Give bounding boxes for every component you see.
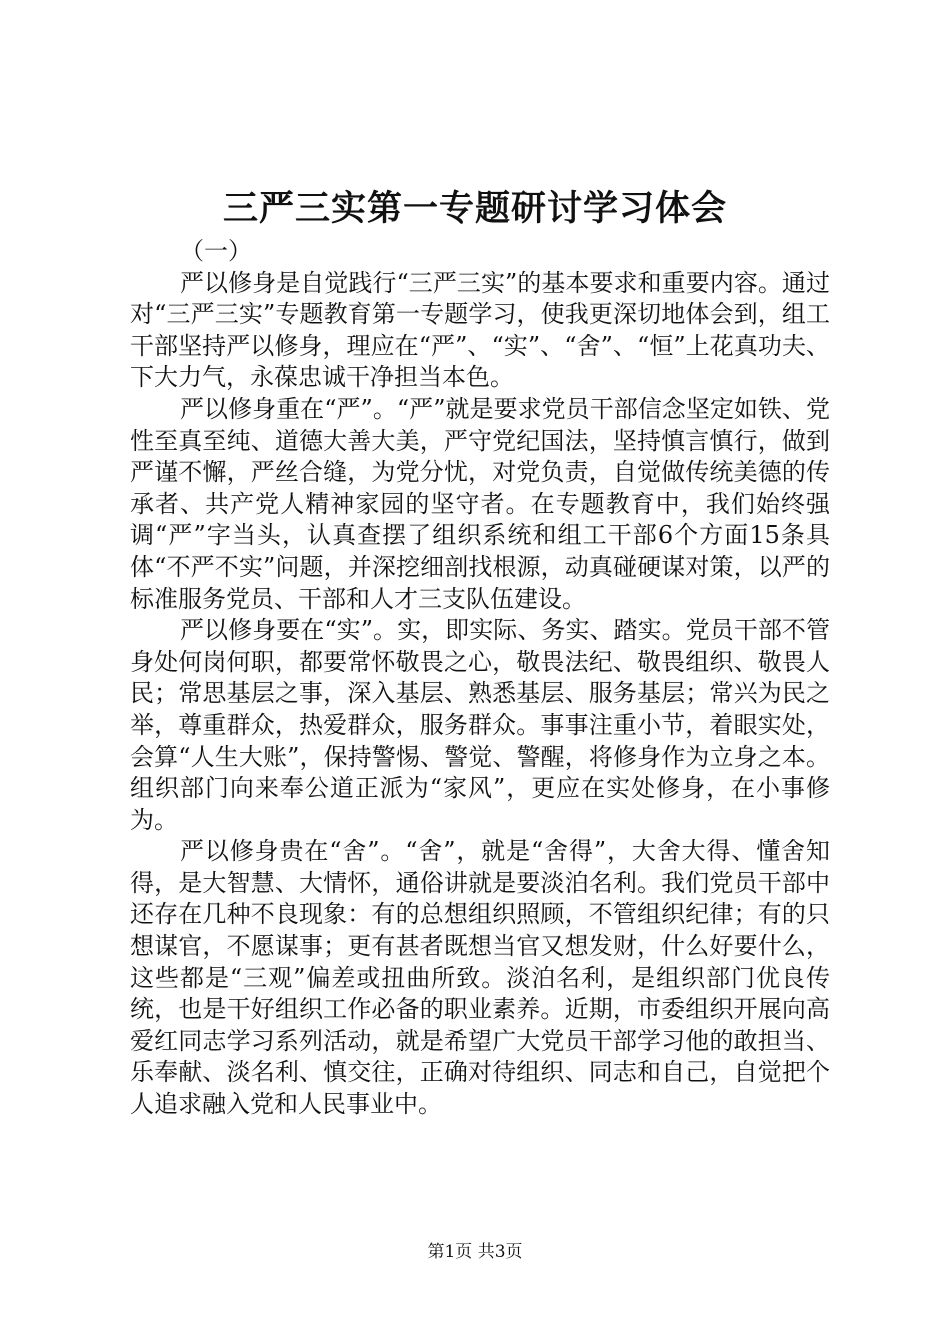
document-body <box>130 236 830 1121</box>
section-label: （一） <box>180 237 252 265</box>
paragraph-strict: 严以修身重在“严”。“严”就是要求党员干部信念坚定如铁、党性至真至纯、道德大善大美，严守党纪国法，坚持慎言慎行，做到严谨不懈，严丝合缝，为党分忧，对党负责，自觉做传统美德的传承者、共产党人精神家园的坚守者。在专题教育中，我们始终强调“严”字当头，认真查摆了组织系统和组工干部6个方面15条具体“不严不实”问题，并深挖细剖找根源，动真碰硬谋对策，以严的标准服务党员、干部和人才三支队伍建设。 <box>130 394 830 613</box>
paragraph-intro: 严以修身是自觉践行“三严三实”的基本要求和重要内容。通过对“三严三实”专题教育第一专题学习，使我更深切地体会到，组工干部坚持严以修身，理应在“严”、“实”、“舍”、“恒”上花真功夫、下大力气，永葆忠诚干净担当本色。 <box>130 268 830 392</box>
page-footer: 第1页 共3页 <box>427 1242 523 1262</box>
paragraph-practical: 严以修身要在“实”。实，即实际、务实、踏实。党员干部不管身处何岗何职，都要常怀敬畏之心，敬畏法纪、敬畏组织、敬畏人民；常思基层之事，深入基层、熟悉基层、服务基层；常兴为民之举，尊重群众，热爱群众，服务群众。事事注重小节，着眼实处，会算“人生大账”，保持警惕、警觉、警醒，将修身作为立身之本。组织部门向来奉公道正派为“家风”，更应在实处修身，在小事修为。 <box>130 616 830 834</box>
paragraph-sacrifice: 严以修身贵在“舍”。“舍”，就是“舍得”，大舍大得、懂舍知得，是大智慧、大情怀，通俗讲就是要淡泊名利。我们党员干部中还存在几种不良现象：有的总想组织照顾，不管组织纪律；有的只想谋官，不愿谋事；更有甚者既想当官又想发财，什么好要什么，这些都是“三观”偏差或扭曲所致。淡泊名利，是组织部门优良传统，也是干好组织工作必备的职业素养。近期，市委组织开展向高爱红同志学习系列活动，就是希望广大党员干部学习他的敢担当、乐奉献、淡名利、慎交往，正确对待组织、同志和自己，自觉把个人追求融入党和人民事业中。 <box>130 837 830 1119</box>
document-title: 三严三实第一专题研讨学习体会 <box>222 188 727 229</box>
